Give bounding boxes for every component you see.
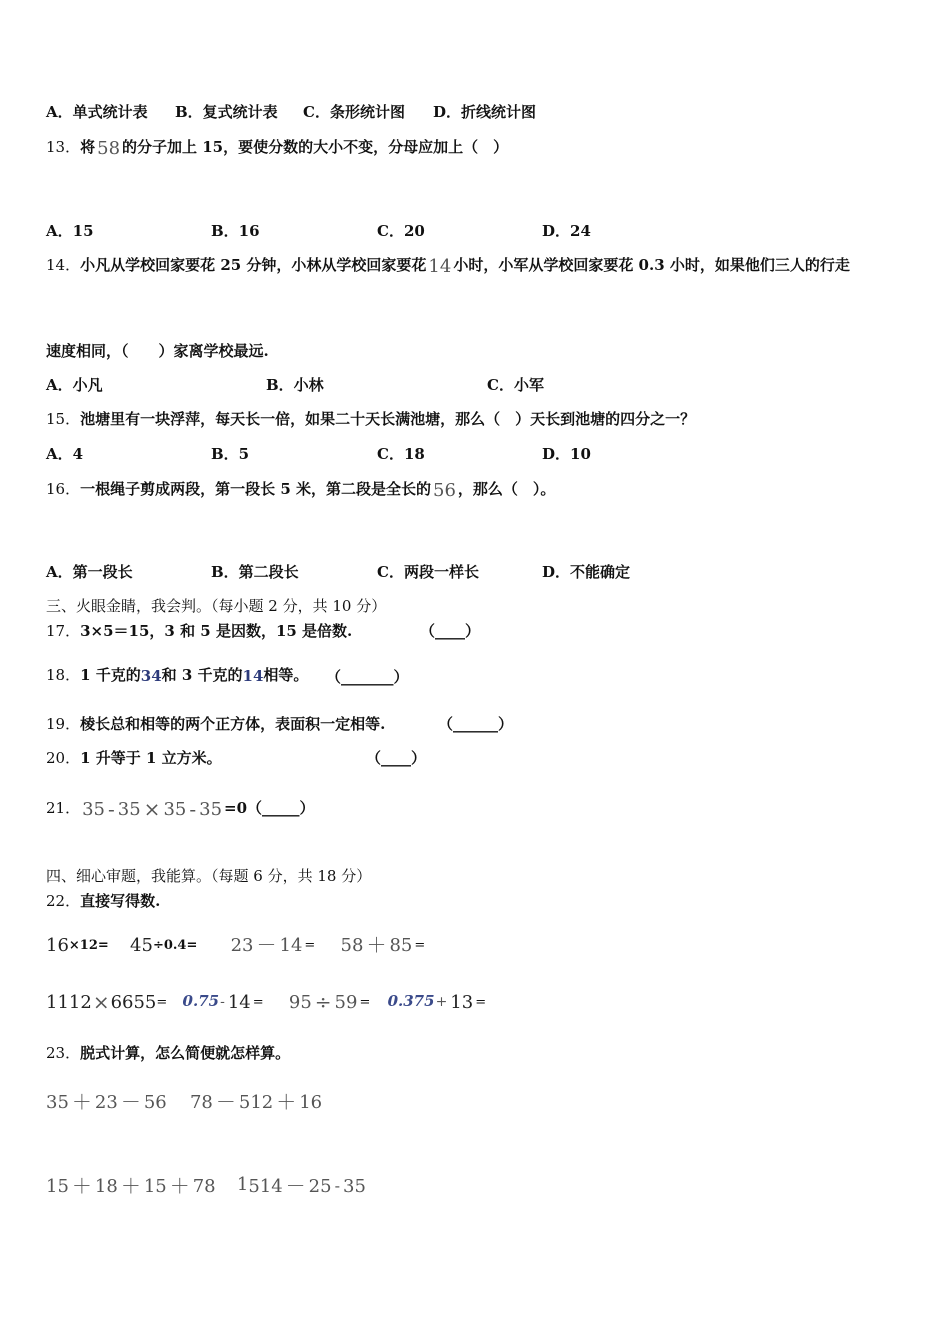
question-number: 13．	[46, 138, 81, 156]
q15-option-c[interactable]: C．18	[377, 445, 425, 463]
question-number: 17．	[46, 622, 81, 640]
fraction: 35	[342, 1175, 366, 1197]
q15-option-a[interactable]: A．4	[46, 445, 84, 463]
fraction: 45	[130, 934, 153, 956]
q16-text-2: ，那么（ ）。	[457, 480, 556, 498]
fraction: 35	[199, 798, 223, 820]
q22-expr-5: 1112×6655=	[46, 990, 168, 1014]
q22-row-2	[46, 975, 486, 1027]
q12-option-a[interactable]: A．单式统计表	[46, 103, 148, 121]
fraction: 35	[163, 798, 187, 820]
fraction: 15	[46, 1175, 69, 1197]
q21-answer-blank[interactable]: =0（_____）	[224, 799, 315, 817]
question-number: 20．	[46, 749, 81, 767]
fraction: 25	[308, 1175, 332, 1197]
minus-sign: -	[108, 797, 115, 821]
q22-row-1	[46, 918, 425, 970]
fraction: 13	[450, 991, 474, 1013]
q13-text-2: 的分子加上 15，要使分数的大小不变，分母应加上（ ）	[122, 138, 509, 156]
section-3-heading: 三、火眼金睛，我会判。（每小题 2 分，共 10 分）	[46, 597, 387, 615]
q13-option-d[interactable]: D．24	[542, 222, 591, 240]
fraction: 35	[82, 798, 105, 820]
question-15	[46, 409, 695, 429]
fraction: 78	[189, 1091, 213, 1113]
question-number: 23．	[46, 1044, 81, 1062]
q23-expr-1: 35 ＋ 23 － 56	[46, 1090, 167, 1114]
q14-option-b[interactable]: B．小林	[266, 376, 324, 394]
q14-option-a[interactable]: A．小凡	[46, 376, 103, 394]
q15-option-d[interactable]: D．10	[542, 445, 591, 463]
question-16	[46, 479, 555, 500]
question-21	[46, 782, 315, 834]
fraction: 59	[334, 991, 358, 1013]
fraction: 14	[242, 666, 264, 685]
fraction: 58	[97, 137, 121, 159]
fraction: 35	[117, 798, 141, 820]
q22-expr-1: 16×12=	[46, 934, 109, 956]
q12-option-c[interactable]: C．条形统计图	[303, 103, 405, 121]
fraction: 35	[46, 1091, 69, 1113]
q18-text: 1 千克的	[80, 666, 141, 684]
question-20	[46, 748, 222, 768]
question-number: 19．	[46, 715, 81, 733]
question-number: 18．	[46, 666, 81, 684]
q20-answer-blank[interactable]: （____）	[366, 749, 427, 767]
question-23	[46, 1043, 290, 1063]
q22-expr-2: 45÷0.4=	[130, 934, 198, 956]
q22-expr-4: 58 ＋ 85 =	[340, 933, 426, 957]
q13-option-b[interactable]: B．16	[211, 222, 260, 240]
minus-sign: -	[189, 797, 197, 821]
q23-expr-3: 15 ＋ 18 ＋ 15 ＋ 78	[46, 1174, 216, 1198]
q14-option-c[interactable]: C．小军	[487, 376, 544, 394]
q22-expr-3: 23 － 14 =	[230, 933, 316, 957]
q23-row-2	[44, 1157, 368, 1213]
q16-text: 一根绳子剪成两段，第一段长 5 米，第二段是全长的	[80, 480, 431, 498]
question-19	[46, 714, 385, 734]
q17-answer-blank[interactable]: （____）	[420, 622, 481, 640]
fraction: 85	[389, 934, 413, 956]
q16-option-b[interactable]: B．第二段长	[211, 563, 299, 581]
q23-text: 脱式计算，怎么简便就怎样算。	[80, 1044, 291, 1062]
fraction: 56	[432, 479, 456, 501]
fraction: 16	[299, 1091, 323, 1113]
section-4-heading: 四、细心审题，我能算。（每题 6 分，共 18 分）	[46, 867, 372, 885]
q16-option-d[interactable]: D．不能确定	[542, 563, 631, 581]
fraction: 16	[46, 934, 69, 956]
times-sign: ×	[143, 797, 161, 821]
q14-text-2: 小时，小军从学校回家要花 0.3 小时，如果他们三人的行走	[453, 256, 850, 274]
question-14	[46, 255, 850, 276]
question-13	[46, 137, 508, 158]
fraction: 95	[288, 991, 312, 1013]
fraction: 23	[230, 934, 254, 956]
q14-line-2: 速度相同，（ ）家离学校最远.	[46, 342, 269, 360]
q13-option-a[interactable]: A．15	[46, 222, 94, 240]
q17-text: 3×5＝15，3 和 5 是因数，15 是倍数.	[80, 622, 353, 640]
question-18	[46, 652, 308, 698]
q22-expr-8: 0.375+ 13 =	[387, 991, 487, 1013]
fraction: 14	[227, 991, 251, 1013]
q19-text: 棱长总和相等的两个正方体，表面积一定相等.	[80, 715, 386, 733]
q16-option-c[interactable]: C．两段一样长	[377, 563, 479, 581]
question-number: 21．	[46, 799, 81, 817]
fraction: 14	[428, 255, 452, 277]
question-number: 15．	[46, 410, 81, 428]
q13-option-c[interactable]: C．20	[377, 222, 425, 240]
fraction: 56	[143, 1091, 167, 1113]
q20-text: 1 升等于 1 立方米。	[80, 749, 222, 767]
q14-text: 小凡从学校回家要花 25 分钟，小林从学校回家要花	[80, 256, 427, 274]
q15-text: 池塘里有一块浮萍，每天长一倍，如果二十天长满池塘，那么（ ）天长到池塘的四分之一？	[80, 410, 696, 428]
q15-option-b[interactable]: B．5	[211, 445, 250, 463]
fraction: 58	[340, 934, 364, 956]
q18-text-3: 相等。	[263, 666, 309, 684]
q12-option-b[interactable]: B．复式统计表	[175, 103, 278, 121]
fraction: 512	[238, 1091, 274, 1113]
q19-answer-blank[interactable]: （______）	[438, 715, 514, 733]
q22-expr-6: 0.75- 14 =	[182, 991, 264, 1013]
q18-answer-blank[interactable]: （_______）	[326, 668, 409, 686]
question-22	[46, 891, 160, 911]
question-number: 22．	[46, 892, 81, 910]
fraction: 6655	[110, 991, 157, 1013]
fraction: 78	[192, 1175, 216, 1197]
q22-expr-7: 95 ÷ 59 =	[288, 990, 371, 1014]
q12-option-d[interactable]: D．折线统计图	[433, 103, 537, 121]
q22-text: 直接写得数.	[80, 892, 161, 910]
q23-expr-4: 1514 － 25 - 35	[236, 1174, 366, 1198]
fraction: 23	[94, 1091, 118, 1113]
question-number: 16．	[46, 480, 81, 498]
fraction: 18	[94, 1175, 118, 1197]
fraction: 34	[140, 666, 162, 685]
fraction: 514	[248, 1175, 283, 1197]
fraction: 14	[279, 934, 303, 956]
question-17	[46, 621, 352, 641]
q23-row-1	[44, 1073, 324, 1129]
fraction: 15	[143, 1175, 167, 1197]
fraction: 1112	[46, 991, 92, 1013]
question-number: 14．	[46, 256, 81, 274]
q16-option-a[interactable]: A．第一段长	[46, 563, 133, 581]
q18-text-2: 和 3 千克的	[161, 666, 243, 684]
q13-text: 将	[80, 138, 96, 156]
q23-expr-2: 78 － 512 ＋ 16	[189, 1090, 323, 1114]
